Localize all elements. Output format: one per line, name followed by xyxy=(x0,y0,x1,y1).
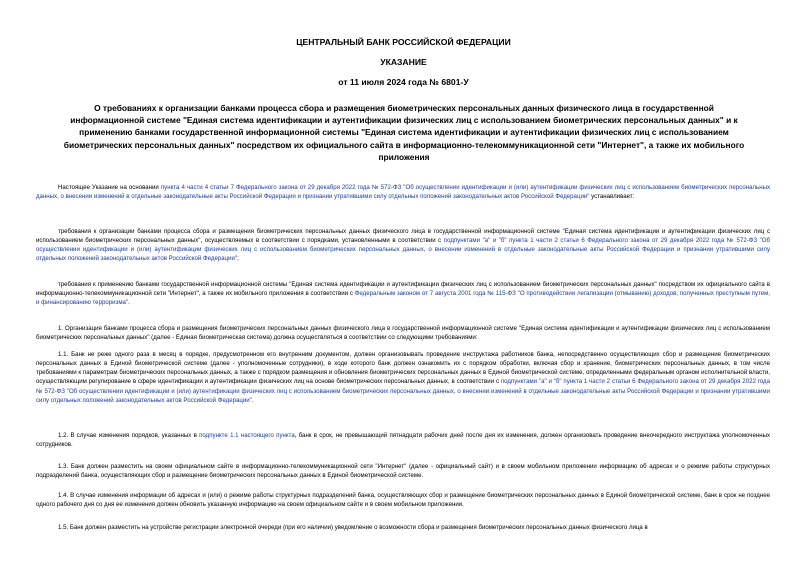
clause-1: 1. Организация банками процесса сбора и размещения биометрических персональных данных физического лица в государственной информационной системе "Единая система идентификации и аутентификации физических лиц с использованием биометрических персональных данных" (далее - Единая биометрическая система) должна осуществляться в соответствии со следующими требованиями: xyxy=(36,325,770,342)
clause-1-5: 1.5. Банк должен разместить на устройстве регистрации электронной очереди (при его наличии) уведомление о возможности сбора и размещения биометрических персональных данных физического лица в xyxy=(58,524,648,531)
requirement-2-text: требования к применению банками государственной информационной системы "Единая система идентификации и аутентификации физических лиц с использованием биометрических персональных данных" посредством их официального сайта в информационно-телекоммуникационной сети "Интернет", а также их мобильного приложения в соответствии с xyxy=(36,281,770,298)
requirement-1-law-link[interactable]: подпунктами "а" и "б" пункта 1 части 2 статьи 6 Федерального закона от 29 декабря 2022 года № 572-ФЗ "Об осуществлении идентификации и (или) аутентификации физических лиц с использованием биометрических персональных данных, о внесении изменений в отдельные законодательные акты Российской Федерации и признании утратившими силу отдельных положений законодательных актов Российской Федерации" xyxy=(36,237,770,263)
document-title: О требованиях к организации банками процесса сбора и размещения биометрических персональных данных физического лица в государственной информационной системе "Единая система идентификации и аутентификации физических лиц с использованием биометрических персональных данных" и к применению банками государственной информационной системы "Единая система идентификации и аутентификации физических лиц с использованием биометрических персональных данных" посредством их официального сайта в информационно-телекоммуникационной сети "Интернет", а также их мобильного приложения xyxy=(63,103,745,162)
clause-1-2-text-end: , банк в срок, не превышающий пятнадцати рабочих дней после дня их изменения, должен организовать проведение внеочередного инструктажа уполномоченных сотрудников. xyxy=(36,432,770,449)
clause-1-2-text: 1.2. В случае изменения порядков, указанных в xyxy=(58,432,200,439)
requirement-paragraph-2 xyxy=(36,280,770,307)
preamble-text-end: устанавливает: xyxy=(589,193,635,201)
clause-1-1 xyxy=(36,350,770,405)
requirement-2-law-link[interactable]: Федеральным законом от 7 августа 2001 года № 115-ФЗ "О противодействии легализации (отмыванию) доходов, полученных преступным путем, и финансированию терроризма" xyxy=(36,290,771,307)
issuer-heading: ЦЕНТРАЛЬНЫЙ БАНК РОССИЙСКОЙ ФЕДЕРАЦИИ xyxy=(296,37,511,47)
clause-1-2 xyxy=(36,431,770,449)
preamble-law-link[interactable]: пункта 4 части 4 статьи 7 Федерального закона от 29 декабря 2022 года № 572-ФЗ "Об осуществлении идентификации и (или) аутентификации физических лиц с использованием биометрических персональных данных, о внесении изменений в отдельные законодательные акты Российской Федерации и признании утратившими силу отдельных положений законодательных актов Российской Федерации" xyxy=(36,184,770,201)
preamble-text: Настоящее Указание на основании xyxy=(58,184,161,191)
clause-1-1-law-link[interactable]: подпунктами "а" и "б" пункта 1 части 2 статьи 6 Федерального закона от 29 декабря 2022 года № 572-ФЗ "Об осуществлении идентификации и (или) аутентификации физических лиц с использованием биометрических персональных данных, о внесении изменений в отдельные законодательные акты Российской Федерации и признании утратившими силу отдельных положений законодательных актов Российской Федерации" xyxy=(36,378,770,404)
clause-1-1-text-end: . xyxy=(251,396,254,404)
clause-1-2-subclause-link[interactable]: подпункте 1.1 настоящего пункта xyxy=(199,432,295,439)
clause-1-3: 1.3. Банк должен разместить на своем официальном сайте в информационно-телекоммуникационной сети "Интернет" (далее - официальный сайт) и в своем мобильном приложении информацию об адресах и о режиме работы структурных подразделений банка, осуществляющих сбор и размещение биометрических персональных данных в Единой биометрической системе. xyxy=(36,463,770,480)
requirement-2-text-end: . xyxy=(128,299,130,307)
clause-1-1-text: 1.1. Банк не реже одного раза в месяц в порядке, предусмотренном его внутренним документом, должен организовывать проведение инструктажа работников банка, непосредственно осуществляющих сбор и размещение биометрических персональных данных в Единой биометрической системе (далее - уполномоченные сотрудники), в ходе которого банк должен ознакомить их с порядком обработки, включая сбор и хранение, биометрических персональных данных, в том числе требованиями к параметрам биометрических персональных данных, а также с порядком размещения и обновления биометрических персональных данных в Единой биометрической системе, определенными федеральным органом исполнительной власти, осуществляющим регулирование в сфере идентификации и аутентификации физических лиц на основе биометрических персональных данных, в соответствии с xyxy=(36,351,770,386)
requirement-paragraph-1 xyxy=(36,227,770,264)
document-type-heading: УКАЗАНИЕ xyxy=(380,57,427,67)
requirement-1-text: требования к организации банками процесса сбора и размещения биометрических персональных данных физического лица в государственной информационной системе "Единая система идентификации и аутентификации физических лиц с использованием биометрических персональных данных", осуществляемых в соответствии с порядками, установленными в соответствии с xyxy=(36,228,770,245)
document-date-number: от 11 июля 2024 года № 6801-У xyxy=(338,77,469,87)
preamble-paragraph xyxy=(36,183,770,201)
requirement-1-text-end: ; xyxy=(237,255,239,263)
clause-1-4: 1.4. В случае изменения информации об адресах и (или) о режиме работы структурных подразделений банка, осуществляющих сбор и размещение биометрических персональных данных в Единой биометрической системе, банк в срок не позднее одного рабочего дня со дня ее изменения должен обновить указанную информацию на своем официальном сайте и в своем мобильном приложении. xyxy=(36,492,770,509)
